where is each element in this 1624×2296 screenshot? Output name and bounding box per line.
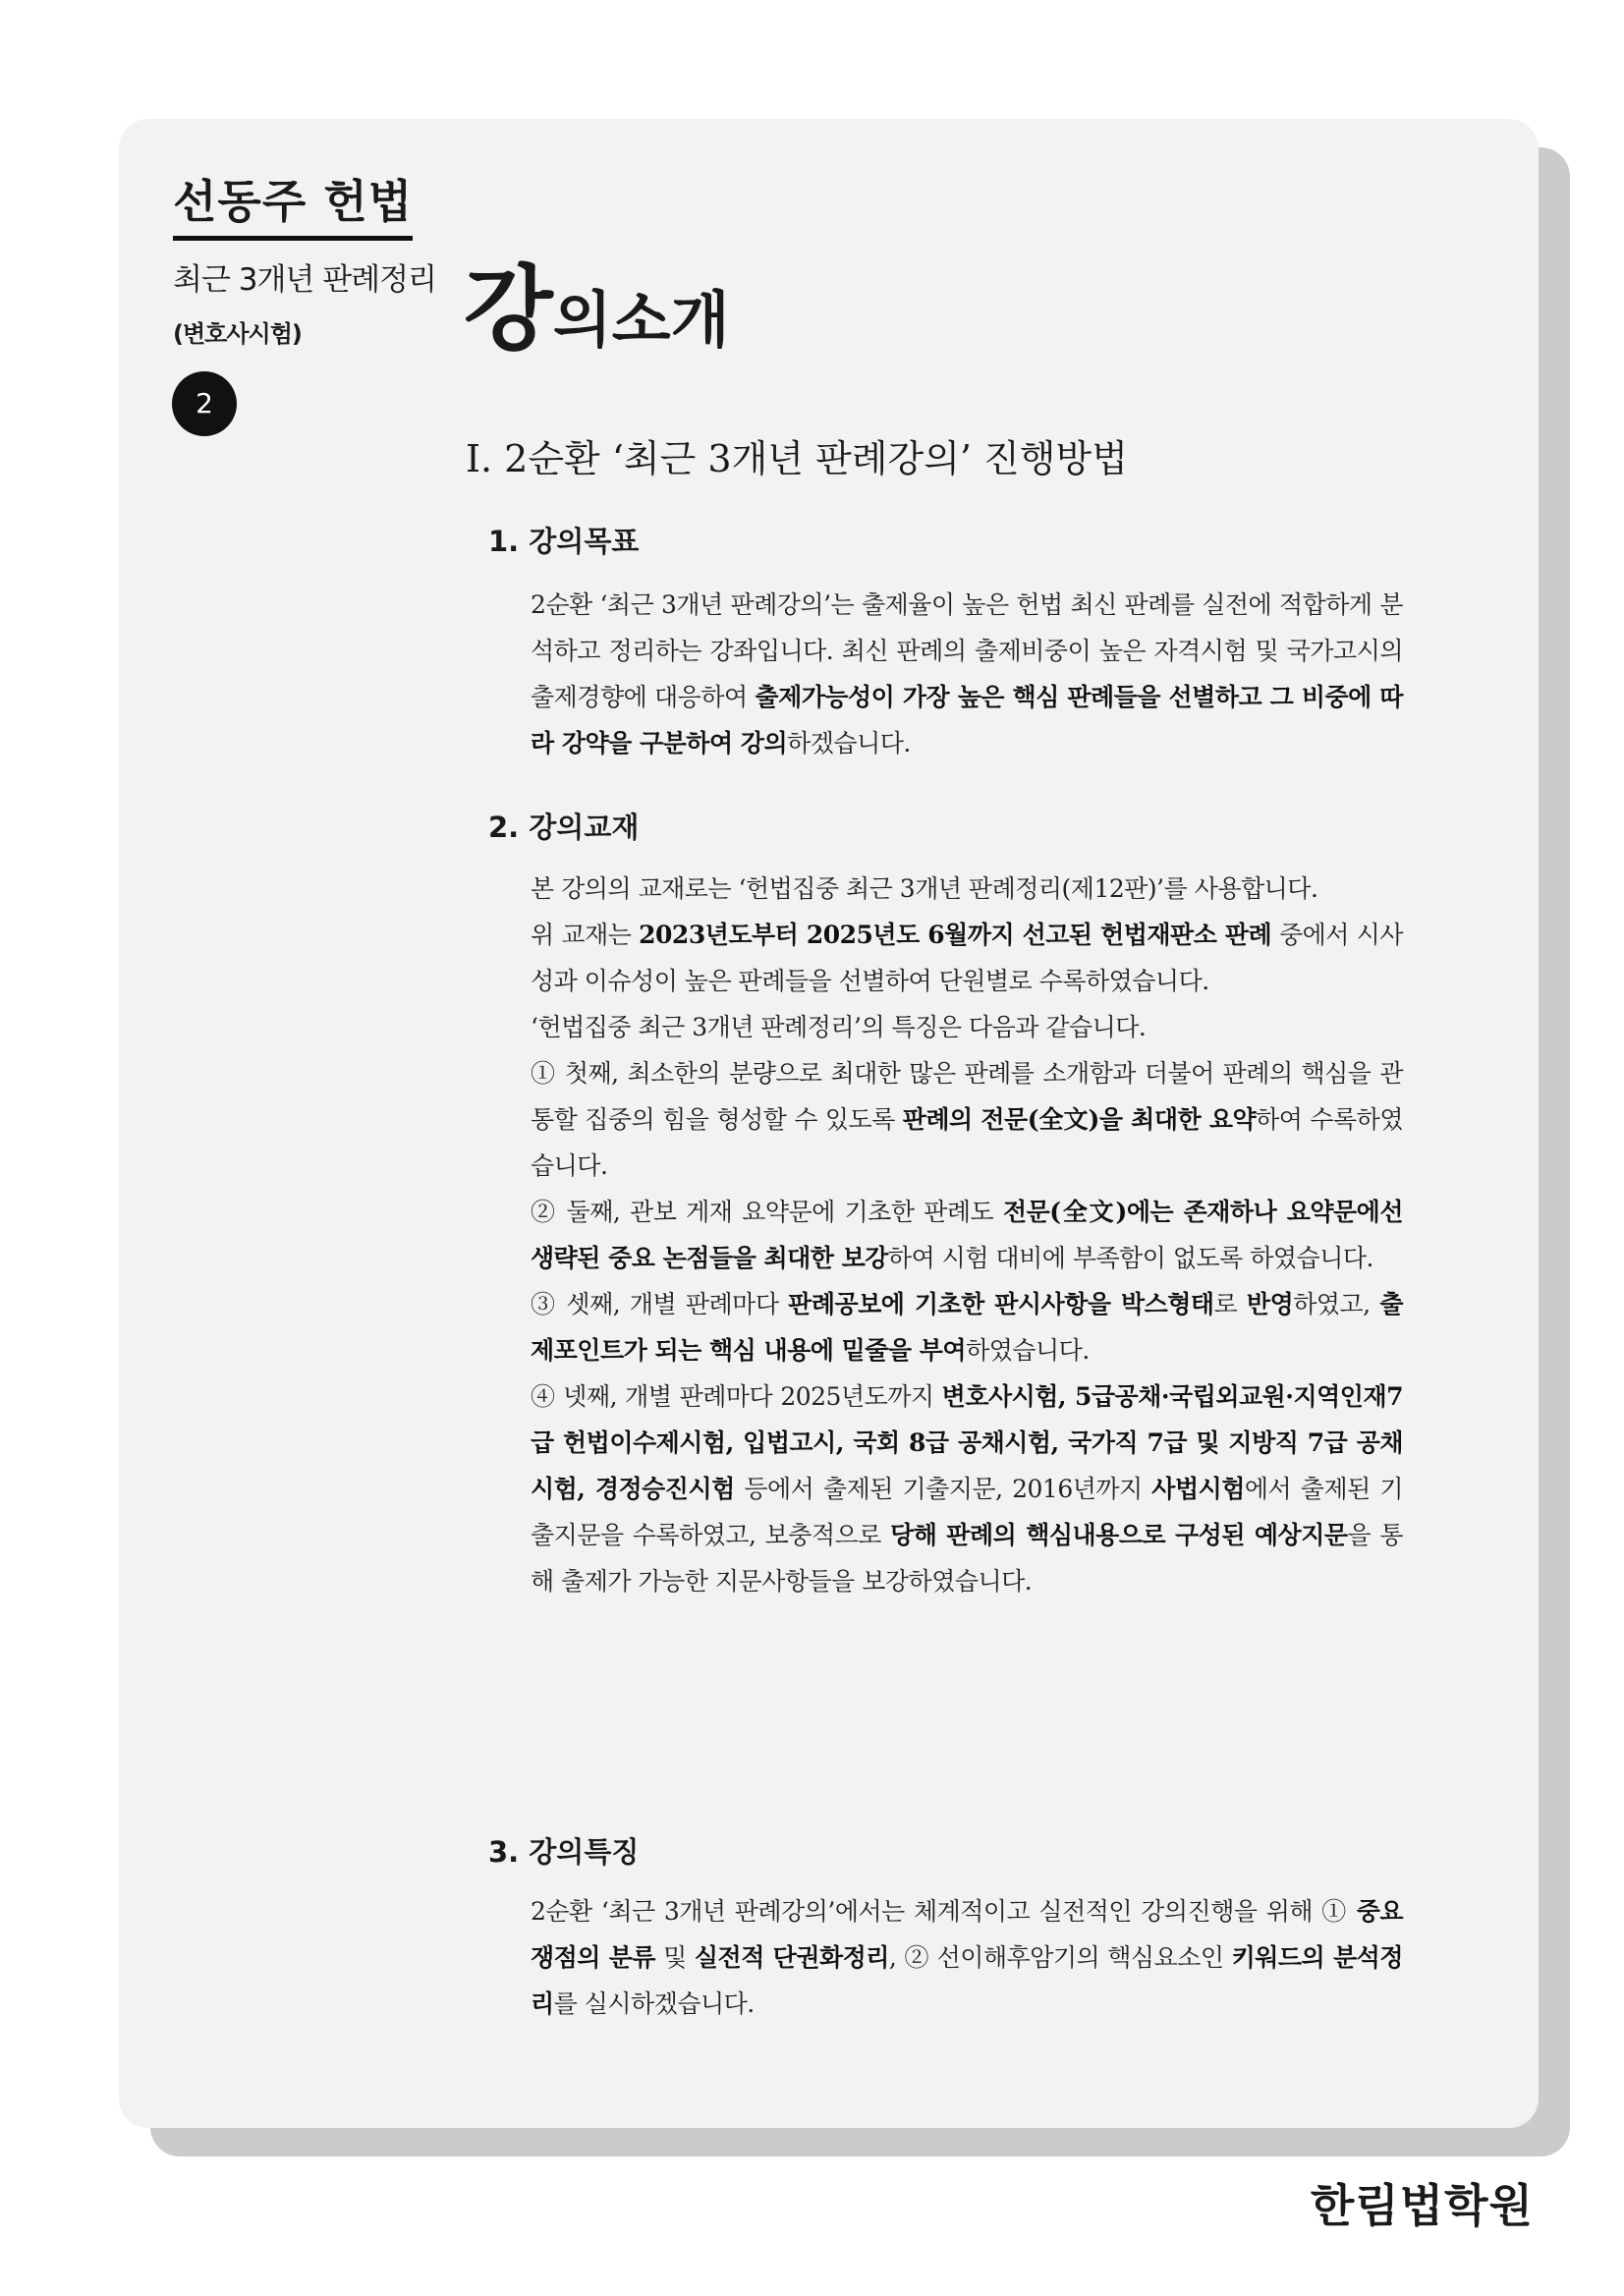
emphasis-text: 키워드의 분석정리 (531, 1943, 1403, 2018)
paragraph (531, 1281, 1403, 1373)
body-text: 하여 수록하였습니다. (531, 1105, 1403, 1180)
body-text: ‘헌법집중 최근 3개년 판례정리’의 특징은 다음과 같습니다. (531, 1013, 1147, 1041)
academy-logo: 한림법학원 (1310, 2179, 1534, 2232)
subsection-body-features (531, 1888, 1403, 2027)
emphasis-text: 전문(全文)에는 존재하나 요약문에선 생략된 중요 논점들을 최대한 보강 (531, 1198, 1403, 1272)
emphasis-text: 출제가능성이 가장 높은 핵심 판례들을 선별하고 그 비중에 따라 강약을 구분하여 강의 (531, 683, 1403, 757)
emphasis-text: 변호사시험, 5급공채·국립외교원·지역인재7급 헌법이수제시험, 입법고시, 국회 8급 공채시험, 국가직 7급 및 지방직 7급 공채시험, 경정승진시험 (531, 1382, 1404, 1503)
emphasis-text: 2023년도부터 2025년도 6월까지 선고된 헌법재판소 판례 (639, 921, 1272, 949)
body-text: 하여 시험 대비에 부족함이 없도록 하였습니다. (887, 1244, 1373, 1272)
intro-heading-rest: 의소개 (552, 284, 730, 356)
subsection-heading-goal: 1. 강의목표 (488, 525, 640, 558)
body-text: 을 통해 출제가 가능한 지문사항들을 보강하였습니다. (531, 1521, 1403, 1596)
body-text: ④ 넷째, 개별 판례마다 2025년도까지 (531, 1382, 942, 1411)
body-text: ③ 셋째, 개별 판례마다 (531, 1290, 789, 1318)
emphasis-text: 출제포인트가 되는 핵심 내용에 밑줄을 부여 (531, 1290, 1403, 1365)
body-text: ② 둘째, 관보 게재 요약문에 기초한 판례도 (531, 1198, 1003, 1226)
emphasis-text: 판례의 전문(全文)을 최대한 요약 (902, 1105, 1257, 1134)
subsection-body-textbook (531, 866, 1403, 1604)
body-text: 본 강의의 교재로는 ‘헌법집중 최근 3개년 판례정리(제12판)’를 사용합니다. (531, 874, 1318, 903)
paragraph (531, 912, 1403, 1004)
page-number-badge: 2 (172, 371, 237, 436)
subsection-body-goal (531, 582, 1403, 766)
exam-label: (변호사시험) (173, 320, 302, 348)
intro-heading (464, 255, 730, 364)
paragraph (531, 1050, 1403, 1189)
intro-heading-first: 강 (464, 255, 553, 364)
body-text: 하였고, (1293, 1290, 1380, 1318)
subsection-heading-features: 3. 강의특징 (488, 1835, 640, 1869)
body-text: , ② 선이해후암기의 핵심요소인 (888, 1943, 1232, 1972)
body-text: 에서 출제된 기출지문을 수록하였고, 보충적으로 (531, 1475, 1404, 1549)
body-text: 위 교재는 (531, 921, 640, 949)
paragraph (531, 1189, 1403, 1281)
paragraph (531, 1888, 1403, 2027)
book-title: 선동주 헌법 (173, 179, 413, 241)
paragraph (531, 1004, 1403, 1050)
section-heading: Ⅰ. 2순환 ‘최근 3개년 판례강의’ 진행방법 (466, 437, 1128, 480)
emphasis-text: 당해 판례의 핵심내용으로 구성된 예상지문 (890, 1521, 1348, 1549)
body-text: 및 (655, 1943, 695, 1972)
body-text: 등에서 출제된 기출지문, 2016년까지 (734, 1475, 1152, 1503)
subsection-heading-textbook: 2. 강의교재 (488, 811, 640, 844)
paragraph (531, 582, 1403, 766)
emphasis-text: 중요쟁점의 분류 (531, 1897, 1403, 1972)
body-text: 로 (1213, 1290, 1247, 1318)
body-text: 2순환 ‘최근 3개년 판례강의’에서는 체계적이고 실전적인 강의진행을 위해 ① (531, 1897, 1357, 1926)
emphasis-text: 사법시험 (1151, 1475, 1245, 1503)
paragraph (531, 1373, 1403, 1604)
body-text: 하였습니다. (966, 1336, 1090, 1365)
body-text: 를 실시하겠습니다. (553, 1989, 755, 2018)
body-text: 2순환 ‘최근 3개년 판례강의’는 출제율이 높은 헌법 최신 판례를 실전에 적합하게 분석하고 정리하는 강좌입니다. 최신 판례의 출제비중이 높은 자격시험 및 국가고시의 출제경향에 대응하여 (531, 590, 1403, 711)
emphasis-text: 판례공보에 기초한 판시사항을 박스형태 (788, 1290, 1214, 1318)
emphasis-text: 실전적 단권화정리 (694, 1943, 889, 1972)
body-text: 중에서 시사성과 이슈성이 높은 판례들을 선별하여 단원별로 수록하였습니다. (531, 921, 1403, 995)
body-text: ① 첫째, 최소한의 분량으로 최대한 많은 판례를 소개함과 더불어 판례의 핵심을 관통할 집중의 힘을 형성할 수 있도록 (531, 1059, 1403, 1134)
paragraph (531, 866, 1403, 912)
emphasis-text: 반영 (1246, 1290, 1294, 1318)
book-subtitle: 최근 3개년 판례정리 (173, 262, 436, 298)
body-text: 하겠습니다. (787, 729, 911, 757)
